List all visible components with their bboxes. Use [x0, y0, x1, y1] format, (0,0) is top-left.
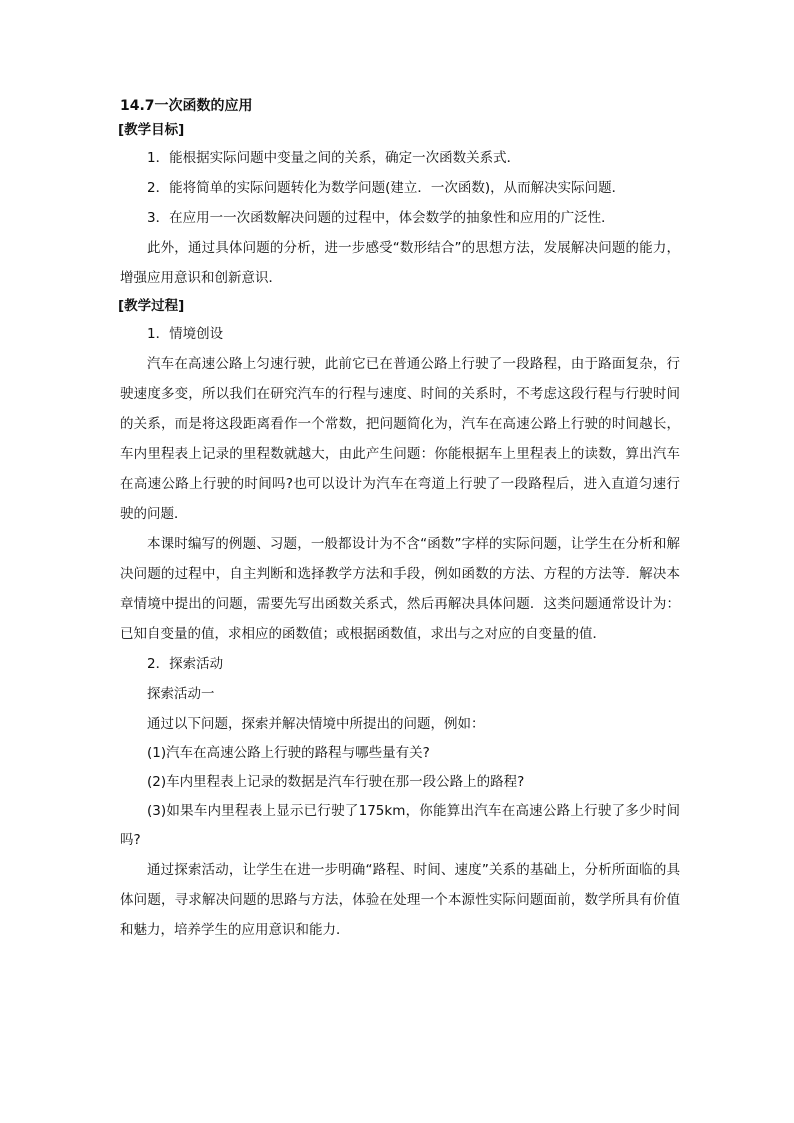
objective-summary-paragraph: 此外，通过具体问题的分析，进一步感受“数形结合”的思想方法，发展解决问题的能力，增强应用意识和创新意识．	[120, 240, 680, 286]
objective-item-2: 2．能将简单的实际问题转化为数学问题(建立．一次函数)，从而解决实际问题．	[147, 180, 626, 196]
process-subheading-exploration: 2．探索活动	[147, 656, 224, 672]
objective-item-3: 3．在应用一一次函数解决问题的过程中，体会数学的抽象性和应用的广泛性．	[147, 210, 615, 226]
objective-item-1: 1．能根据实际问题中变量之间的关系，确定一次函数关系式．	[147, 150, 521, 166]
exploration-question-3: (3)如果车内里程表上显示已行驶了175km，你能算出汽车在高速公路上行驶了多少时间吗?	[120, 803, 680, 848]
design-paragraph: 本课时编写的例题、习题，一般都设计为不含“函数”字样的实际问题，让学生在分析和解决问题的过程中，自主判断和选择教学方法和手段，例如函数的方法、方程的方法等．解决本章情境中提出的问题，需要先写出函数关系式，然后再解决具体问题．这类问题通常设计为：已知自变量的值，求相应的函数值；或根据函数值，求出与之对应的自变量的值．	[120, 536, 680, 642]
page-title: 14.7一次函数的应用	[120, 98, 253, 114]
scenario-paragraph: 汽车在高速公路上匀速行驶，此前它已在普通公路上行驶了一段路程，由于路面复杂，行驶速度多变，所以我们在研究汽车的行程与速度、时间的关系时，不考虑这段行程与行驶时间的关系，而是将这段距离看作一个常数，把问题简化为，汽车在高速公路上行驶的时间越长，车内里程表上记录的里程数就越大，由此产生问题：你能根据车上里程表上的读数，算出汽车在高速公路上行驶的时间吗?也可以设计为汽车在弯道上行驶了一段路程后，进入直道匀速行驶的问题．	[120, 356, 680, 522]
document-page	[120, 95, 680, 945]
exploration-intro: 通过以下问题，探索并解决情境中所提出的问题，例如：	[147, 716, 485, 732]
exploration-question-1: (1)汽车在高速公路上行驶的路程与哪些量有关?	[147, 745, 430, 761]
process-subheading-scenario: 1．情境创设	[147, 326, 224, 342]
exploration-question-2: (2)车内里程表上记录的数据是汽车行驶在那一段公路上的路程?	[147, 774, 525, 790]
exploration-activity-title: 探索活动一	[147, 686, 215, 702]
section-heading-process: [教学过程]	[118, 298, 185, 314]
exploration-summary-paragraph: 通过探索活动，让学生在进一步明确“路程、时间、速度”关系的基础上，分析所面临的具体问题，寻求解决问题的思路与方法，体验在处理一个本源性实际问题面前，数学所具有价值和魅力，培养学生的应用意识和能力．	[120, 862, 680, 938]
section-heading-objectives: [教学目标]	[118, 122, 185, 138]
